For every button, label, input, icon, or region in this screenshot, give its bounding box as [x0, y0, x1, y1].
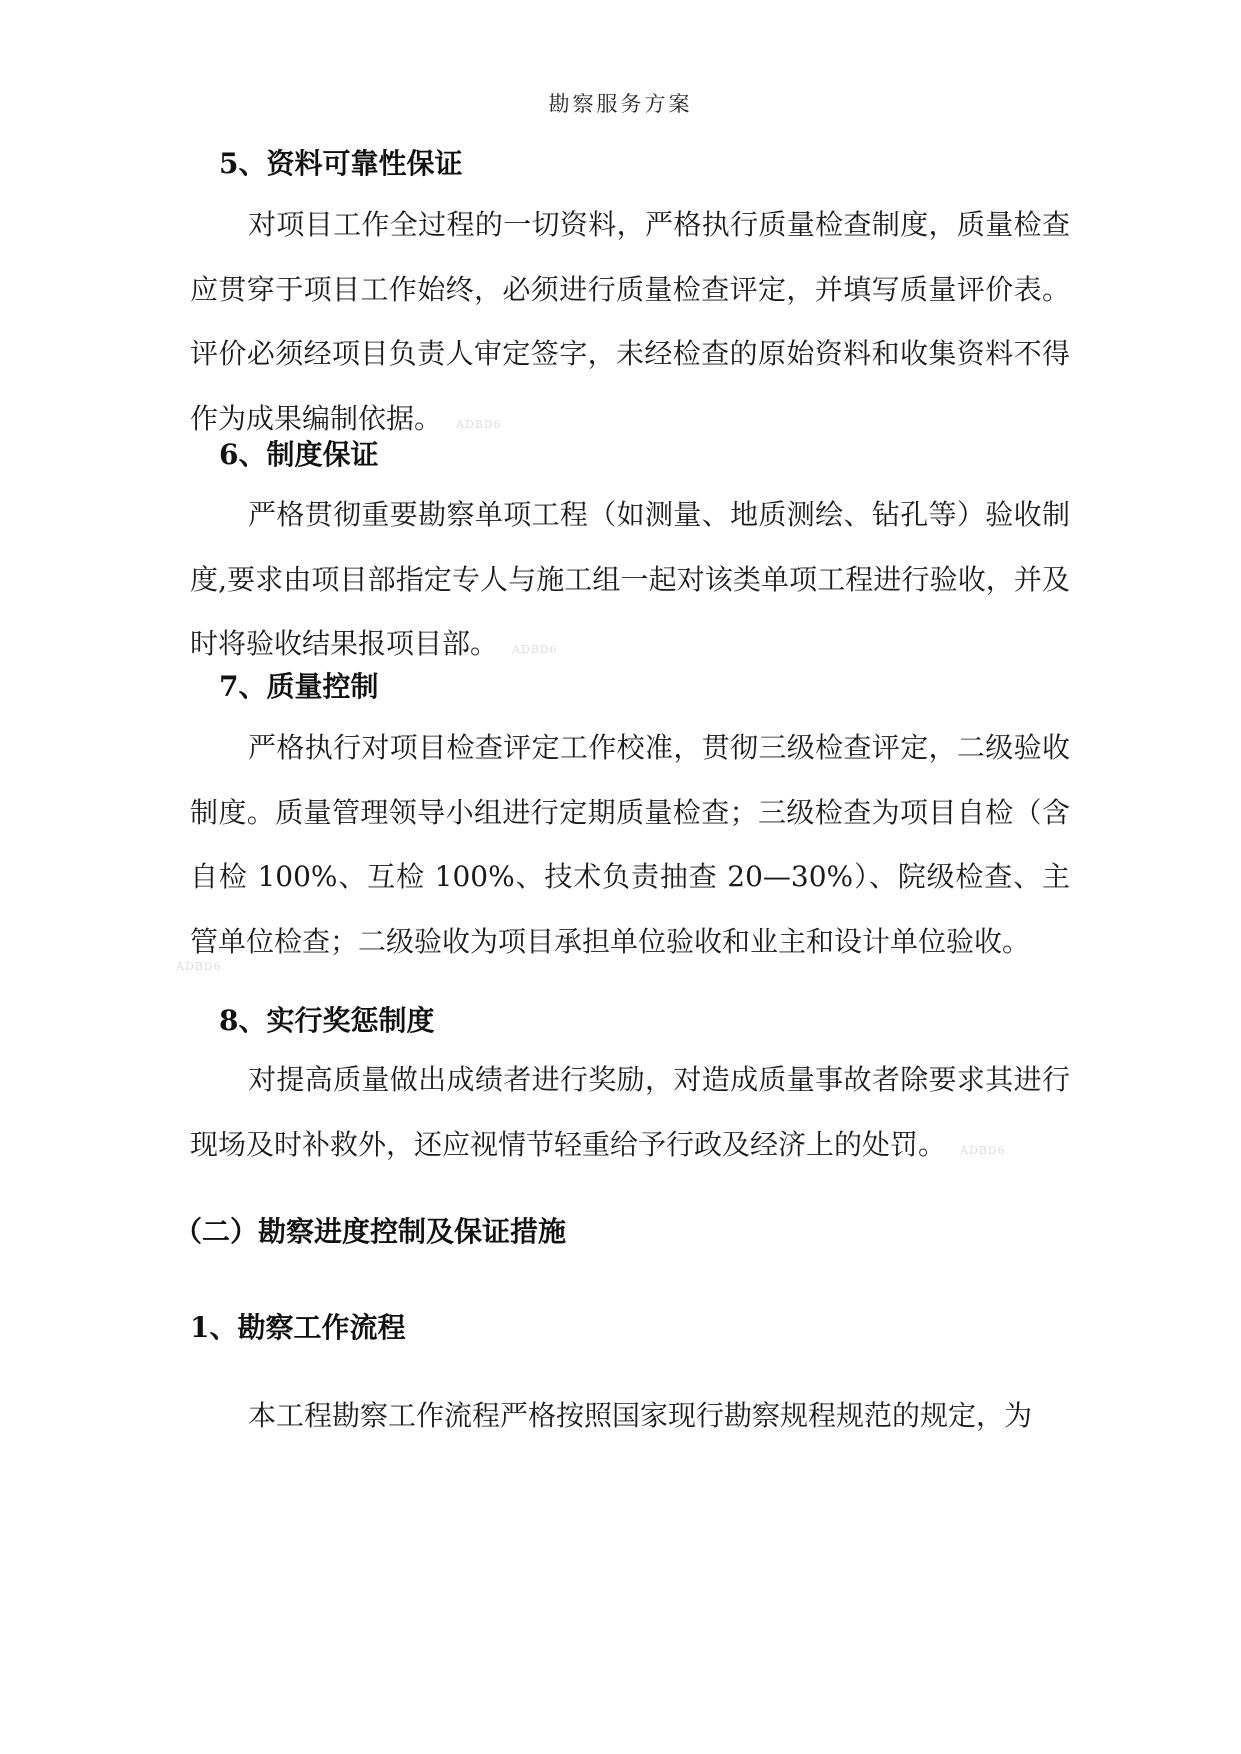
subsection-body-1	[190, 1384, 1070, 1449]
section-heading-6: 6、制度保证	[219, 438, 379, 471]
subsection-body-1-text: 本工程勘察工作流程严格按照国家现行勘察规程规范的规定，为	[248, 1399, 1033, 1432]
section-heading-7: 7、质量控制	[219, 670, 379, 703]
section-body-7	[190, 716, 1070, 975]
watermark-mark: ADBD6	[176, 960, 222, 973]
watermark-mark: ADBD6	[512, 643, 558, 657]
watermark-mark: ADBD6	[456, 418, 502, 432]
section-heading-5: 5、资料可靠性保证	[219, 147, 463, 180]
section-body-5-text: 对项目工作全过程的一切资料，严格执行质量检查制度，质量检查应贯穿于项目工作始终，必须进行质量检查评定，并填写质量评价表。评价必须经项目负责人审定签字，未经检查的原始资料和收集资料不得作为成果编制依据。	[190, 208, 1070, 436]
page-header: 勘察服务方案	[548, 92, 693, 116]
section-body-6	[190, 483, 1070, 683]
section-body-8	[190, 1048, 1070, 1183]
section-body-7-text: 严格执行对项目检查评定工作校准，贯彻三级检查评定，二级验收制度。质量管理领导小组进行定期质量检查；三级检查为项目自检（含自检 100%、互检 100%、技术负责抽查 20—30%）、院级检查、主管单位检查；二级验收为项目承担单位验收和业主和设计单位验收。	[190, 731, 1070, 959]
section-body-6-text: 严格贯彻重要勘察单项工程（如测量、地质测绘、钻孔等）验收制度,要求由项目部指定专人与施工组一起对该类单项工程进行验收，并及时将验收结果报项目部。	[190, 498, 1070, 661]
section-body-5	[190, 193, 1070, 458]
watermark-mark: ADBD6	[960, 1143, 1006, 1157]
part-heading-2: （二）勘察进度控制及保证措施	[174, 1215, 567, 1248]
section-body-8-text: 对提高质量做出成绩者进行奖励，对造成质量事故者除要求其进行现场及时补救外，还应视情节轻重给予行政及经济上的处罚。	[190, 1063, 1070, 1161]
subsection-heading-1: 1、勘察工作流程	[190, 1311, 406, 1344]
section-heading-8: 8、实行奖惩制度	[219, 1004, 435, 1037]
